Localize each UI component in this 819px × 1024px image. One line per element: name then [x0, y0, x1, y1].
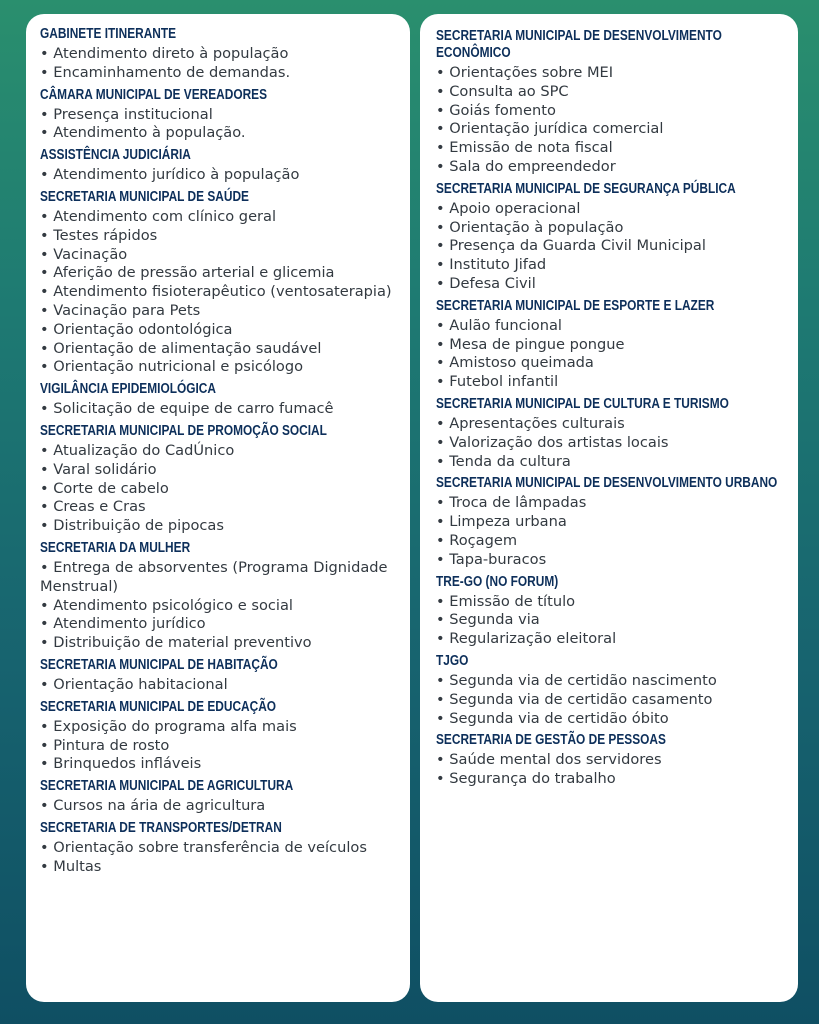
service-item: • Segunda via de certidão casamento — [436, 690, 713, 708]
service-item: • Orientação sobre transferência de veículos — [40, 838, 367, 856]
service-item: • Segunda via de certidão nascimento — [436, 671, 717, 689]
service-section — [40, 381, 402, 419]
section-title: SECRETARIA DE GESTÃO DE PESSOAS — [436, 732, 666, 749]
service-item: • Orientação jurídica comercial — [436, 120, 664, 138]
service-item: • Presença institucional — [40, 105, 213, 123]
service-item: • Testes rápidos — [40, 226, 158, 244]
service-item: • Saúde mental dos servidores — [436, 751, 662, 769]
service-section — [40, 778, 402, 816]
service-item: • Aulão funcional — [436, 316, 562, 334]
service-item: • Multas — [40, 857, 102, 875]
service-section — [436, 574, 790, 649]
service-item: • Atendimento jurídico à população — [40, 166, 300, 184]
service-item: • Brinquedos infláveis — [40, 755, 202, 773]
service-item: • Instituto Jifad — [436, 256, 547, 274]
service-item: • Creas e Cras — [40, 498, 146, 516]
section-title: SECRETARIA MUNICIPAL DE ESPORTE E LAZER — [436, 297, 715, 314]
service-item: • Pintura de rosto — [40, 736, 170, 754]
service-section — [436, 732, 790, 789]
service-item: • Orientação odontológica — [40, 320, 233, 338]
service-section — [40, 820, 402, 877]
service-item: • Encaminhamento de demandas. — [40, 63, 291, 81]
service-item: • Consulta ao SPC — [436, 82, 569, 100]
service-item: • Mesa de pingue pongue — [436, 335, 625, 353]
service-item: • Tenda da cultura — [436, 452, 571, 470]
service-item: • Distribuição de pipocas — [40, 517, 224, 535]
services-card-left — [26, 14, 410, 1002]
service-item: • Solicitação de equipe de carro fumacê — [40, 400, 334, 418]
service-section — [436, 181, 790, 294]
service-item: • Emissão de título — [436, 592, 576, 610]
section-title: SECRETARIA MUNICIPAL DE HABITAÇÃO — [40, 656, 278, 673]
service-item: • Presença da Guarda Civil Municipal — [436, 237, 706, 255]
service-item: • Atendimento jurídico — [40, 615, 206, 633]
section-title: SECRETARIA DA MULHER — [40, 539, 191, 556]
service-item: • Atendimento à população. — [40, 124, 246, 142]
section-title: GABINETE ITINERANTE — [40, 26, 177, 42]
section-title: SECRETARIA MUNICIPAL DE AGRICULTURA — [40, 778, 294, 795]
service-section — [40, 26, 402, 83]
service-item: • Valorização dos artistas locais — [436, 433, 669, 451]
service-section — [40, 699, 402, 774]
section-title: SECRETARIA MUNICIPAL DE PROMOÇÃO SOCIAL — [40, 422, 327, 439]
service-item: • Exposição do programa alfa mais — [40, 717, 297, 735]
service-section — [436, 653, 790, 728]
section-title: SECRETARIA MUNICIPAL DE CULTURA E TURISMO — [436, 395, 729, 412]
service-item: • Atendimento fisioterapêutico (ventosaterapia) — [40, 283, 392, 301]
section-title: SECRETARIA MUNICIPAL DE SAÚDE — [40, 188, 249, 205]
service-item: • Vacinação — [40, 245, 128, 263]
service-item: • Atendimento psicológico e social — [40, 596, 293, 614]
service-item: • Atendimento direto à população — [40, 45, 289, 62]
section-title: SECRETARIA MUNICIPAL DE DESENVOLVIMENTO ECONÔMICO — [436, 28, 722, 61]
section-title: VIGILÂNCIA EPIDEMIOLÓGICA — [40, 381, 216, 398]
service-item: • Segunda via de certidão óbito — [436, 709, 669, 727]
service-section — [40, 657, 402, 695]
service-section — [436, 298, 790, 392]
section-title: SECRETARIA DE TRANSPORTES/DETRAN — [40, 819, 282, 836]
service-item: • Tapa-buracos — [436, 550, 547, 568]
section-title: CÂMARA MUNICIPAL DE VEREADORES — [40, 86, 268, 103]
service-section — [436, 28, 790, 177]
service-item: • Orientações sobre MEI — [436, 64, 614, 81]
service-item: • Aferição de pressão arterial e glicemia — [40, 264, 335, 282]
service-item: • Segunda via — [436, 611, 540, 629]
service-section — [436, 475, 790, 569]
service-item: • Corte de cabelo — [40, 479, 169, 497]
section-title: SECRETARIA MUNICIPAL DE EDUCAÇÃO — [40, 698, 277, 715]
service-item: • Atendimento com clínico geral — [40, 207, 277, 225]
service-item: • Apresentações culturais — [436, 414, 625, 432]
service-item: • Varal solidário — [40, 460, 157, 478]
service-item: • Entrega de absorventes (Programa Dignidade Menstrual) — [40, 558, 388, 595]
service-item: • Regularização eleitoral — [436, 630, 617, 648]
service-item: • Roçagem — [436, 531, 518, 549]
service-section — [40, 423, 402, 536]
service-item: • Segurança do trabalho — [436, 770, 616, 788]
service-item: • Orientação de alimentação saudável — [40, 339, 322, 357]
service-section — [40, 147, 402, 185]
services-card-right — [420, 14, 798, 1002]
service-item: • Defesa Civil — [436, 274, 536, 292]
service-section — [40, 540, 402, 653]
service-item: • Atualização do CadÚnico — [40, 441, 235, 459]
service-item: • Futebol infantil — [436, 373, 559, 391]
service-item: • Distribuição de material preventivo — [40, 634, 312, 652]
service-item: • Apoio operacional — [436, 199, 581, 217]
service-item: • Amistoso queimada — [436, 354, 594, 372]
service-item: • Orientação à população — [436, 218, 624, 236]
service-item: • Sala do empreendedor — [436, 157, 616, 175]
section-title: TRE-GO (NO FORUM) — [436, 573, 559, 590]
section-title: TJGO — [436, 652, 469, 669]
service-item: • Cursos na ária de agricultura — [40, 797, 266, 815]
section-title: ASSISTÊNCIA JUDICIÁRIA — [40, 147, 191, 164]
service-section — [40, 87, 402, 144]
service-item: • Orientação habitacional — [40, 675, 228, 693]
service-item: • Goiás fomento — [436, 101, 556, 119]
service-item: • Troca de lâmpadas — [436, 494, 587, 512]
service-item: • Orientação nutricional e psicólogo — [40, 358, 304, 376]
section-title: SECRETARIA MUNICIPAL DE SEGURANÇA PÚBLICA — [436, 180, 736, 197]
service-item: • Vacinação para Pets — [40, 301, 201, 319]
service-section — [436, 396, 790, 471]
service-item: • Emissão de nota fiscal — [436, 139, 613, 157]
section-title: SECRETARIA MUNICIPAL DE DESENVOLVIMENTO URBANO — [436, 475, 778, 492]
service-item: • Limpeza urbana — [436, 513, 567, 531]
service-section — [40, 189, 402, 377]
